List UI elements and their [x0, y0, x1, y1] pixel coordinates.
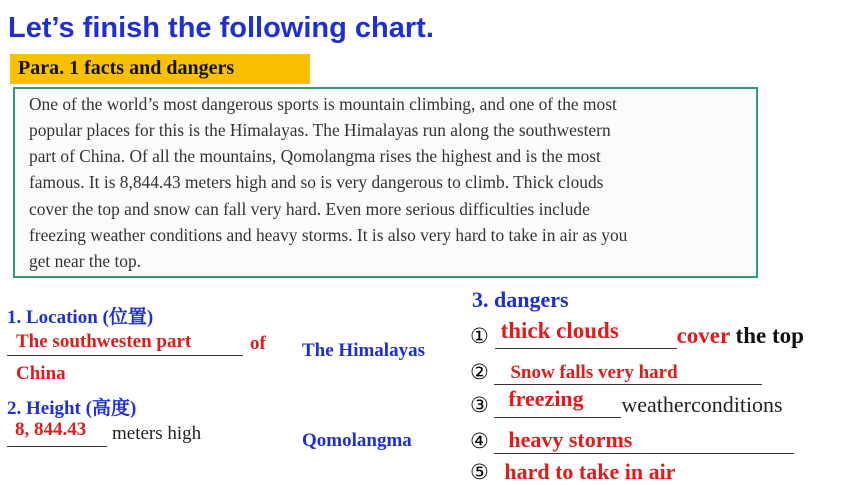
page-title: Let’s finish the following chart.	[8, 12, 434, 44]
passage-line: freezing weather conditions and heavy storms. It is also very hard to take in air as you	[29, 225, 628, 245]
passage-box	[13, 87, 758, 278]
danger-after-1: cover	[676, 323, 730, 348]
answer-blank	[494, 360, 762, 385]
item-number: ④	[470, 429, 489, 453]
location-answer-2: China	[16, 363, 66, 384]
location-answer: The southwesten part	[16, 331, 192, 352]
danger-answer-3: freezing	[508, 386, 584, 411]
height-label: 2. Height (高度)	[7, 398, 137, 419]
danger-after-1b: the top	[729, 323, 804, 348]
section-subtitle: Para. 1 facts and dangers	[18, 57, 235, 79]
dangers-heading: 3. dangers	[472, 287, 569, 312]
location-label: 1. Location (位置)	[7, 307, 154, 328]
danger-answer-5: hard to take in air	[504, 459, 676, 484]
passage-line: One of the world’s most dangerous sports is mountain climbing, and one of the most	[29, 94, 617, 114]
item-number: ③	[470, 393, 489, 417]
danger-answer-4: heavy storms	[508, 427, 633, 452]
danger-item-4	[470, 428, 794, 454]
passage-line: popular places for this is the Himalayas. The Himalayas run along the southwestern	[29, 120, 611, 140]
item-number: ②	[470, 360, 489, 384]
passage-line: part of China. Of all the mountains, Qomolangma rises the highest and is the most	[29, 146, 601, 166]
qomolangma-label: Qomolangma	[302, 430, 412, 451]
answer-blank	[494, 429, 794, 454]
danger-item-1	[470, 318, 804, 349]
danger-after-3: weatherconditions	[621, 392, 783, 417]
danger-answer-2: Snow falls very hard	[510, 362, 678, 383]
passage-line: get near the top.	[29, 251, 142, 271]
passage-line: famous. It is 8,844.43 meters high and so is very dangerous to climb. Thick clouds	[29, 172, 604, 192]
item-number: ⑤	[470, 460, 489, 484]
danger-item-2	[470, 359, 762, 385]
answer-blank	[495, 318, 677, 349]
danger-answer-1: thick clouds	[500, 318, 619, 343]
item-number: ①	[470, 324, 489, 348]
himalayas-label: The Himalayas	[302, 340, 425, 361]
location-of: of	[250, 333, 266, 354]
passage-line: cover the top and snow can fall very hard. Even more serious difficulties include	[29, 199, 590, 219]
height-unit: meters high	[112, 423, 202, 444]
danger-item-3	[470, 386, 783, 418]
danger-item-5	[470, 459, 675, 485]
answer-blank	[494, 386, 621, 418]
height-answer: 8, 844.43	[15, 419, 87, 440]
